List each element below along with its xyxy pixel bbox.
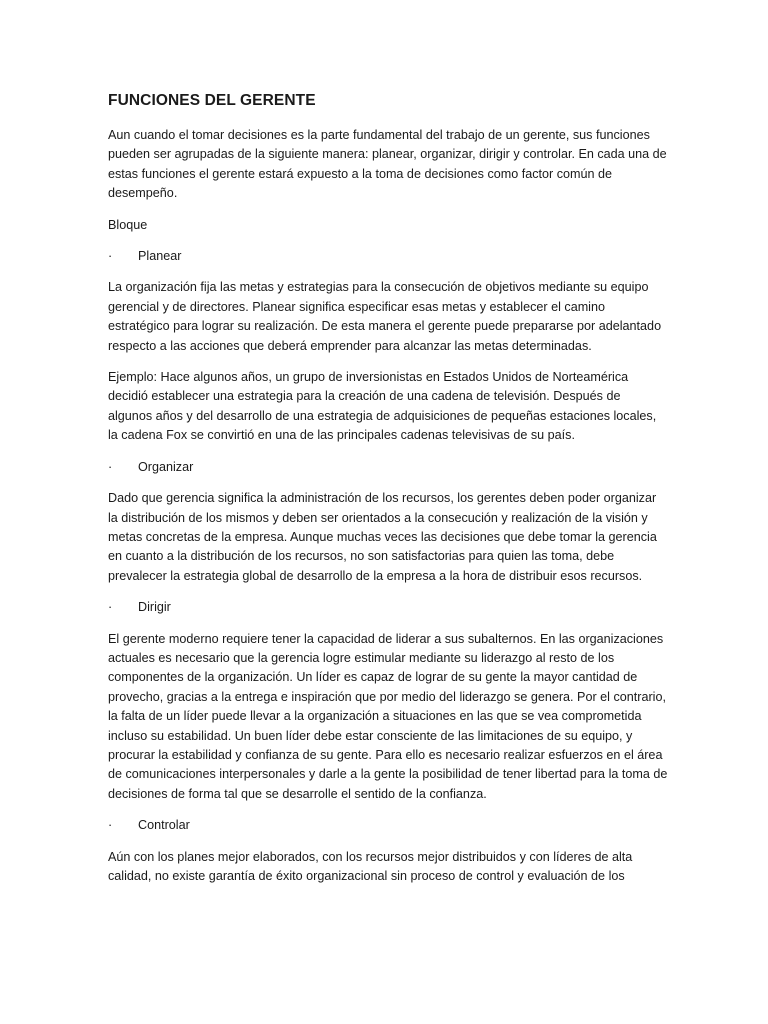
dirigir-paragraph-1: El gerente moderno requiere tener la capacidad de liderar a sus subalternos. En las organizaciones actuales es necesario que la gerencia logre estimular mediante su liderazgo al resto de los componentes de la organización. Un líder es capaz de lograr de su gente la mayor cantidad de provecho, gracias a la entrega e inspiración que por medio del liderazgo se genera. Por el contrario, la falta de un líder puede llevar a la organización a situaciones en las que se vea comprometida incluso su estabilidad. Un buen líder debe estar consciente de las limitaciones de su equipo, y procurar la estabilidad y confianza de su gente. Para ello es necesario realizar esfuerzos en el área de comunicaciones interpersonales y darle a la gente la posibilidad de tener libertad para la toma de decisiones de forma tal que se desarrolle el sentido de la confianza. <box>108 631 668 801</box>
bullet-icon: · <box>108 818 113 833</box>
bullet-icon: · <box>108 600 113 615</box>
section-heading: Controlar <box>138 818 190 833</box>
section-heading: Planear <box>138 249 182 264</box>
section-heading: Organizar <box>138 459 194 474</box>
controlar-paragraph-1: Aún con los planes mejor elaborados, con los recursos mejor distribuidos y con líderes de alta calidad, no existe garantía de éxito organizacional sin proceso de control y evaluación de los <box>108 849 633 883</box>
document-title: FUNCIONES DEL GERENTE <box>108 92 316 109</box>
document-page <box>108 92 668 898</box>
planear-paragraph-1: La organización fija las metas y estrategias para la consecución de objetivos mediante su equipo gerencial y de directores. Planear significa especificar esas metas y establecer el camino estratégico para lograr su realización. De esta manera el gerente puede prepararse por adelantado respecto a las acciones que deberá emprender para alcanzar las metas determinadas. <box>108 280 662 353</box>
bullet-heading-controlar <box>108 816 668 835</box>
planear-paragraph-2: Ejemplo: Hace algunos años, un grupo de inversionistas en Estados Unidos de Norteamérica decidió establecer una estrategia para la creación de una cadena de televisión. Después de algunos años y del desarrollo de una estrategia de adquisiciones de pequeñas estaciones locales, la cadena Fox se convirtió en una de las principales cadenas televisivas de su país. <box>108 370 657 443</box>
bullet-icon: · <box>108 459 113 474</box>
bullet-heading-planear <box>108 247 668 266</box>
block-label: Bloque <box>108 217 148 232</box>
organizar-paragraph-1: Dado que gerencia significa la administración de los recursos, los gerentes deben poder organizar la distribución de los mismos y deben ser orientados a la consecución y realización de la visión y metas concretas de la empresa. Aunque muchas veces las decisiones que debe tomar la gerencia en cuanto a la distribución de los recursos, no son satisfactorias para quien las toma, debe prevalecer la estrategia global de desarrollo de la empresa a la hora de distribuir esos recursos. <box>108 491 657 583</box>
bullet-icon: · <box>108 249 113 264</box>
intro-paragraph: Aun cuando el tomar decisiones es la parte fundamental del trabajo de un gerente, sus funciones pueden ser agrupadas de la siguiente manera: planear, organizar, dirigir y controlar. En cada una de estas funciones el gerente estará expuesto a la toma de decisiones como factor común de desempeño. <box>108 128 667 201</box>
bullet-heading-organizar <box>108 458 668 477</box>
bullet-heading-dirigir <box>108 598 668 617</box>
section-heading: Dirigir <box>138 600 171 615</box>
